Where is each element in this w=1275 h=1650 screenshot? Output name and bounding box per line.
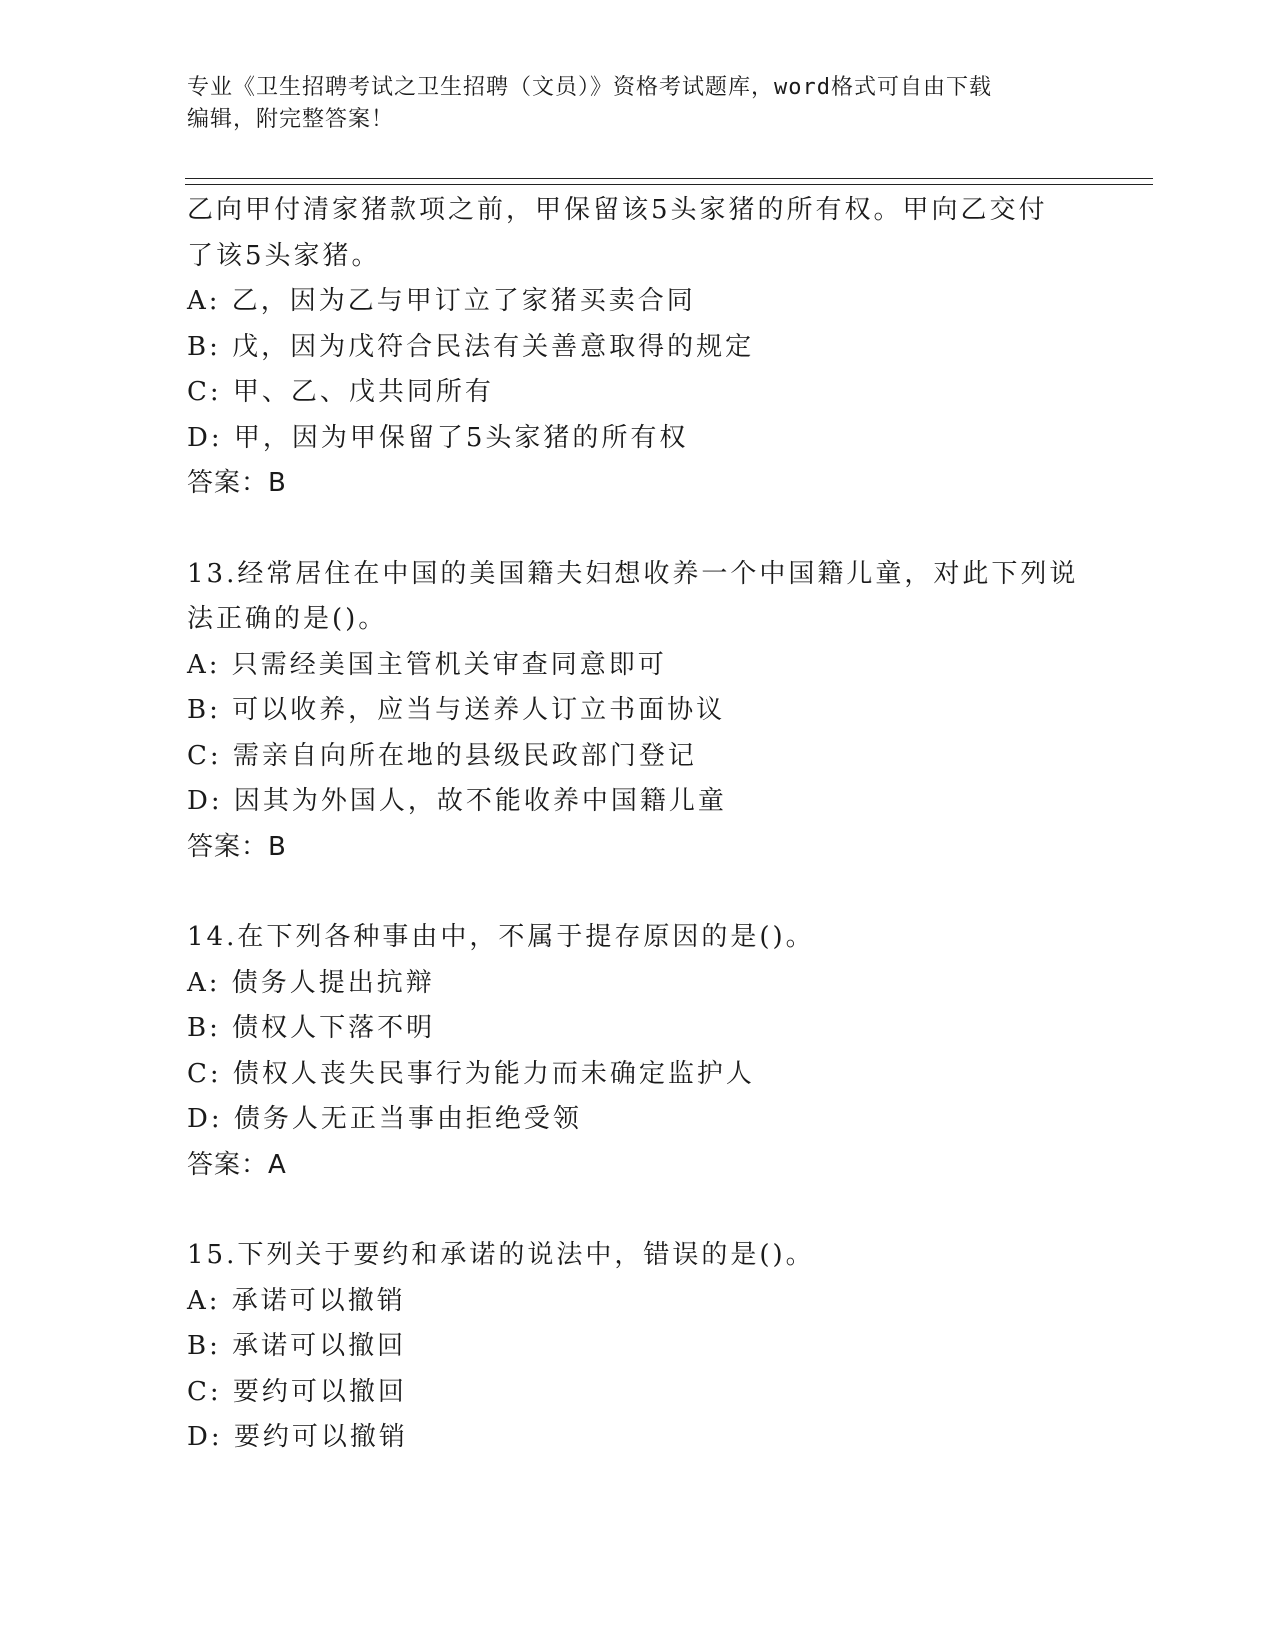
option-b: B: 戊，因为戊符合民法有关善意取得的规定 [187,331,755,362]
answer-line: 答案：A [187,1149,287,1180]
option-a: A: 只需经美国主管机关审查同意即可 [187,649,667,680]
question-13 [187,552,1187,871]
header-rule-bottom [185,184,1153,185]
option-d: D: 债务人无正当事由拒绝受领 [187,1104,582,1134]
option-b: B: 债权人下落不明 [187,1013,436,1043]
question-stem-line: 15.下列关于要约和承诺的说法中，错误的是()。 [187,1240,815,1270]
document-body [187,188,1187,1461]
option-a: A: 乙，因为乙与甲订立了家猪买卖合同 [187,286,696,316]
option-c: C: 需亲自向所在地的县级民政部门登记 [187,740,697,771]
question-14 [187,915,1187,1188]
option-a: A: 债务人提出抗辩 [187,967,435,998]
option-b: B: 可以收养，应当与送养人订立书面协议 [187,695,726,725]
option-c: C: 债权人丧失民事行为能力而未确定监护人 [187,1058,755,1089]
answer-line: 答案：B [187,468,287,498]
option-c: C: 甲、乙、戊共同所有 [187,377,494,407]
question-stem-line: 13.经常居住在中国的美国籍夫妇想收养一个中国籍儿童，对此下列说 [187,558,1079,589]
question-stem-line: 法正确的是()。 [187,604,388,634]
header-line-1: 专业《卫生招聘考试之卫生招聘（文员）》资格考试题库，word格式可自由下载 [187,75,992,100]
option-d: D: 因其为外国人，故不能收养中国籍儿童 [187,786,727,816]
option-d: D: 甲，因为甲保留了5头家猪的所有权 [187,422,689,453]
question-stem-line: 了该5头家猪。 [187,240,381,271]
header-line-2: 编辑，附完整答案！ [187,107,395,132]
header-rule-top [185,178,1153,179]
option-a: A: 承诺可以撤销 [187,1285,406,1316]
question-stem-line: 乙向甲付清家猪款项之前，甲保留该5头家猪的所有权。甲向乙交付 [187,195,1048,225]
option-d: D: 要约可以撤销 [187,1422,408,1452]
continued-question [187,188,1187,507]
question-15 [187,1233,1187,1461]
question-stem-line: 14.在下列各种事由中，不属于提存原因的是()。 [187,922,815,952]
option-c: C: 要约可以撤回 [187,1376,407,1407]
answer-line: 答案：B [187,831,287,862]
option-b: B: 承诺可以撤回 [187,1331,407,1361]
document-header [187,72,1087,136]
